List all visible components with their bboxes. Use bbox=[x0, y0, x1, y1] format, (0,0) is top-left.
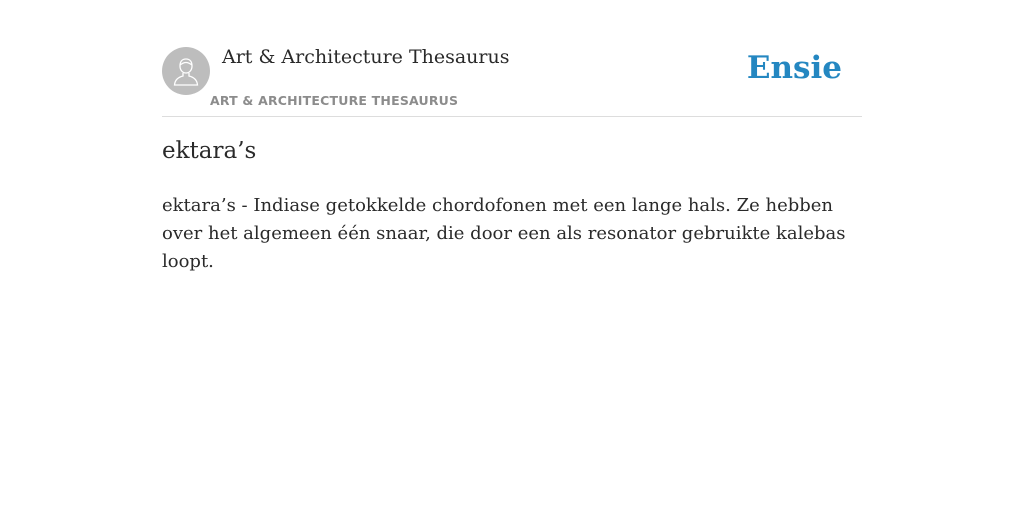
brand-logo[interactable]: Ensie bbox=[746, 50, 842, 86]
source-label[interactable]: ART & ARCHITECTURE THESAURUS bbox=[210, 93, 459, 108]
entry-definition: ektara’s - Indiase getokkelde chordofonen met een lange hals. Ze hebben over het algemeen één snaar, die door een als resonator gebruikte kalebas loopt. bbox=[162, 195, 846, 272]
user-avatar-icon bbox=[173, 57, 199, 87]
entry-header bbox=[162, 40, 862, 117]
entry-term: ektara’s bbox=[162, 138, 257, 164]
avatar[interactable] bbox=[162, 47, 210, 95]
author-name[interactable]: Art & Architecture Thesaurus bbox=[222, 46, 510, 68]
